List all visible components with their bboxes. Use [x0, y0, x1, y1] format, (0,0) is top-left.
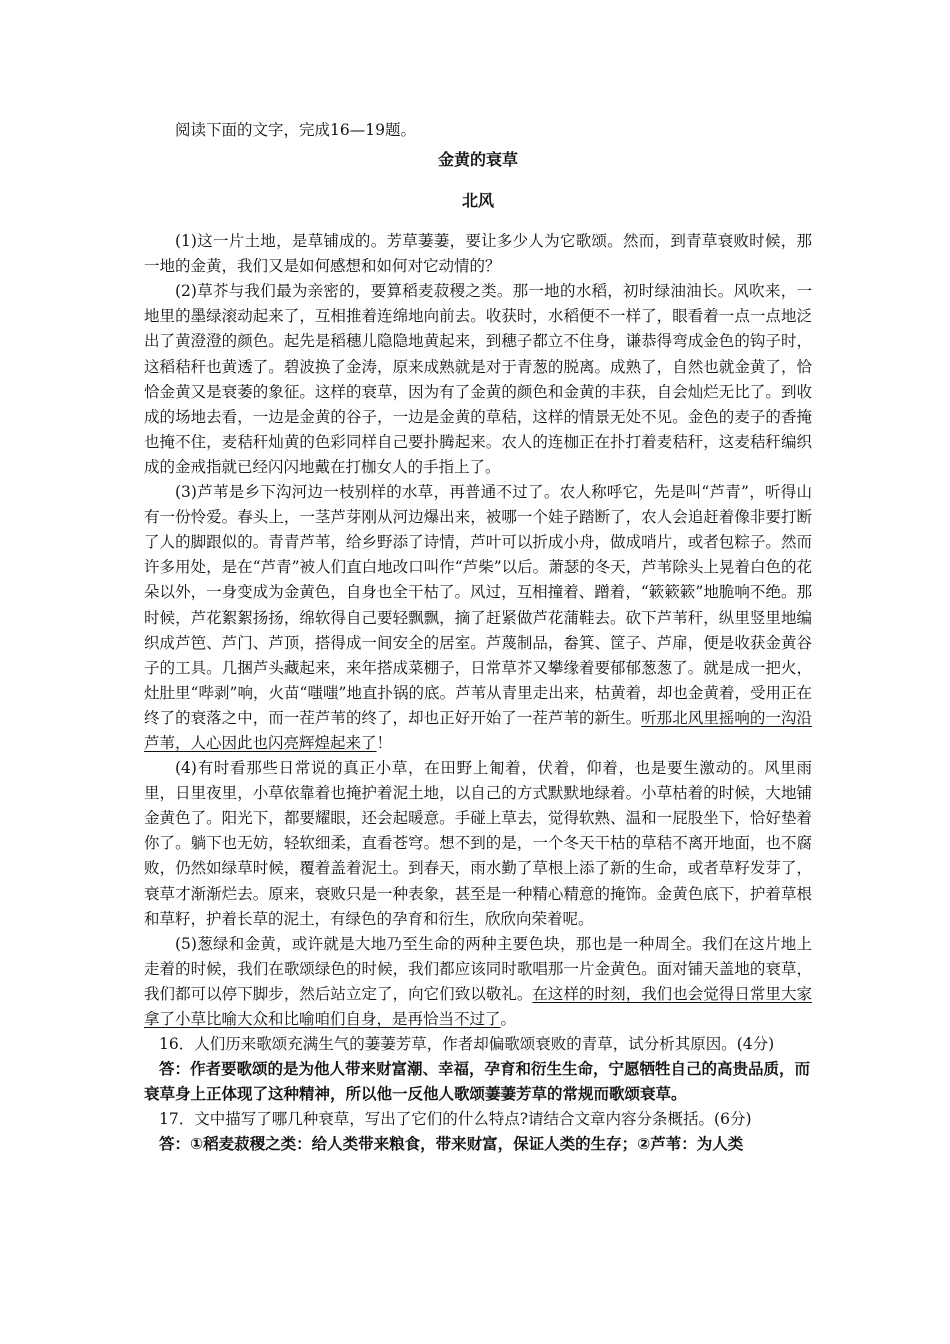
article-author: 北风	[461, 191, 494, 211]
paragraph-4-text: (4)有时看那些日常说的真正小草，在田野上匍着，伏着，仰着，也是要生激动的。风里雨里，日里夜里，小草依靠着也掩护着泥土地，以自己的方式默默地绿着。小草枯着的时候，大地铺金黄色了。阳光下，都要耀眼，还会起暖意。手碰上草去，觉得软熟、温和一屁股坐下，恰好垫着你了。躺下也无妨，轻软细柔，直看苍穹。想不到的是，一个冬天干枯的草秸不离开地面，也不腐败，仍然如绿草时候，覆着盖着泥土。到春天，雨水勤了草根上添了新的生命，或者草籽发芽了，衰草才渐渐烂去。原来，衰败只是一种表象，甚至是一种精心精意的掩饰。金黄色底下，护着草根和草籽，护着长草的泥土，有绿色的孕育和衍生，欣欣向荣着呢。	[144, 759, 812, 928]
paragraph-1	[144, 229, 812, 279]
paragraph-3-text: (3)芦苇是乡下沟河边一枝别样的水草，再普通不过了。农人称呼它，先是叫“芦青”，听得山有一份怜爱。春头上，一茎芦芽刚从河边爆出来，被哪一个娃子踏断了，农人会追赶着像非要打断了人的脚跟似的。青青芦苇，给乡野添了诗情，芦叶可以折成小舟，做成哨片，或者包粽子。然而许多用处，是在“芦青”被人们直白地改口叫作“芦柴”以后。萧瑟的冬天，芦苇除头上晃着白色的花朵以外，一身变成为金黄色，自身也全干枯了。风过，互相撞着、蹭着，“簌簌簌”地脆响不绝。那时候，芦花絮絮扬扬，绵软得自己要轻飘飘，摘了赶紧做芦花蒲鞋去。砍下芦苇秆，纵里竖里地编织成芦笆、芦门、芦顶，搭得成一间安全的居室。芦蔑制品，畚箕、筐子、芦扉，便是收获金黄谷子的工具。几捆芦头藏起来，来年搭成菜棚子，日常草芥又攀缘着要郁郁葱葱了。就是成一把火，灶肚里“哔剥”响，火苗“嗤嗤”地直扑锅的底。芦苇从青里走出来，枯黄着，却也金黄着，受用正在终了的衰落之中，而一茬芦苇的终了，却也正好开始了一茬芦苇的新生。	[144, 483, 812, 727]
paragraph-5	[144, 932, 812, 1032]
paragraph-2	[144, 279, 812, 480]
answer-17: 答：①稻麦菽稷之类：给人类带来粮食，带来财富，保证人类的生存；②芦苇：为人类	[159, 1135, 744, 1154]
question-16: 16．人们历来歌颂充满生气的萋萋芳草，作者却偏歌颂衰败的青草，试分析其原因。(4分)	[159, 1035, 775, 1054]
paragraph-3-underlined-sentence: 听那北风里摇响的一沟沿芦苇，人心因此也闪亮辉煌起来了	[144, 708, 812, 752]
paragraph-4	[144, 756, 812, 932]
paragraph-3	[144, 480, 812, 756]
paragraph-5-text: (5)葱绿和金黄，或许就是大地乃至生命的两种主要色块，那也是一种周全。我们在这片地上走着的时候，我们在歌颂绿色的时候，我们都应该同时歌唱那一片金黄色。面对铺天盖地的衰草，我们都可以停下脚步，然后站立定了，向它们致以敬礼。	[144, 934, 812, 1003]
answer-16: 答：作者要歌颂的是为他人带来财富潮、幸福，孕育和衍生生命，宁愿牺牲自己的高贵品质，而衰草身上正体现了这种精神，所以他一反他人歌颂萋萋芳草的常规而歌颂衰草。	[144, 1060, 811, 1104]
paragraph-5-underlined-sentence: 在这样的时刻，我们也会觉得日常里大家拿了小草比喻大众和比喻咱们自身，是再恰当不过了	[144, 984, 812, 1028]
paragraph-1-text: (1)这一片土地，是草铺成的。芳草萋萋，要让多少人为它歌颂。然而，到青草衰败时候，那一地的金黄，我们又是如何感想和如何对它动情的？	[144, 232, 812, 276]
document-page	[144, 118, 812, 1158]
article-title: 金黄的衰草	[437, 150, 518, 170]
question-17: 17．文中描写了哪几种衰草，写出了它们的什么特点?请结合文章内容分条概括。(6分)	[159, 1110, 752, 1129]
paragraph-5-tail: 。	[500, 1010, 517, 1028]
paragraph-2-text: (2)草芥与我们最为亲密的，要算稻麦菽稷之类。那一地的水稻，初时绿油油长。风吹来，一地里的墨绿滚动起来了，互相推着连绵地向前去。收获时，水稻便不一样了，眼看着一点一点地泛出了黄澄澄的颜色。起先是稻穗儿隐隐地黄起来，到穗子都立不住身，谦恭得弯成金色的钩子时，这稻秸秆也黄透了。碧波换了金涛，原来成熟就是对于青葱的脱离。成熟了，自然也就金黄了，恰恰金黄又是衰萎的象征。这样的衰草，因为有了金黄的颜色和金黄的丰获，自会灿烂无比了。到收成的场地去看，一边是金黄的谷子，一边是金黄的草秸，这样的情景无处不见。金色的麦子的香掩也掩不住，麦秸秆灿黄的色彩同样自己要扑腾起来。农人的连枷正在扑打着麦秸秆，这麦秸秆编织成的金戒指就已经闪闪地戴在打枷女人的手指上了。	[144, 282, 812, 476]
paragraph-3-tail: ！	[376, 733, 393, 752]
reading-instruction: 阅读下面的文字，完成16—19题。	[175, 121, 416, 139]
